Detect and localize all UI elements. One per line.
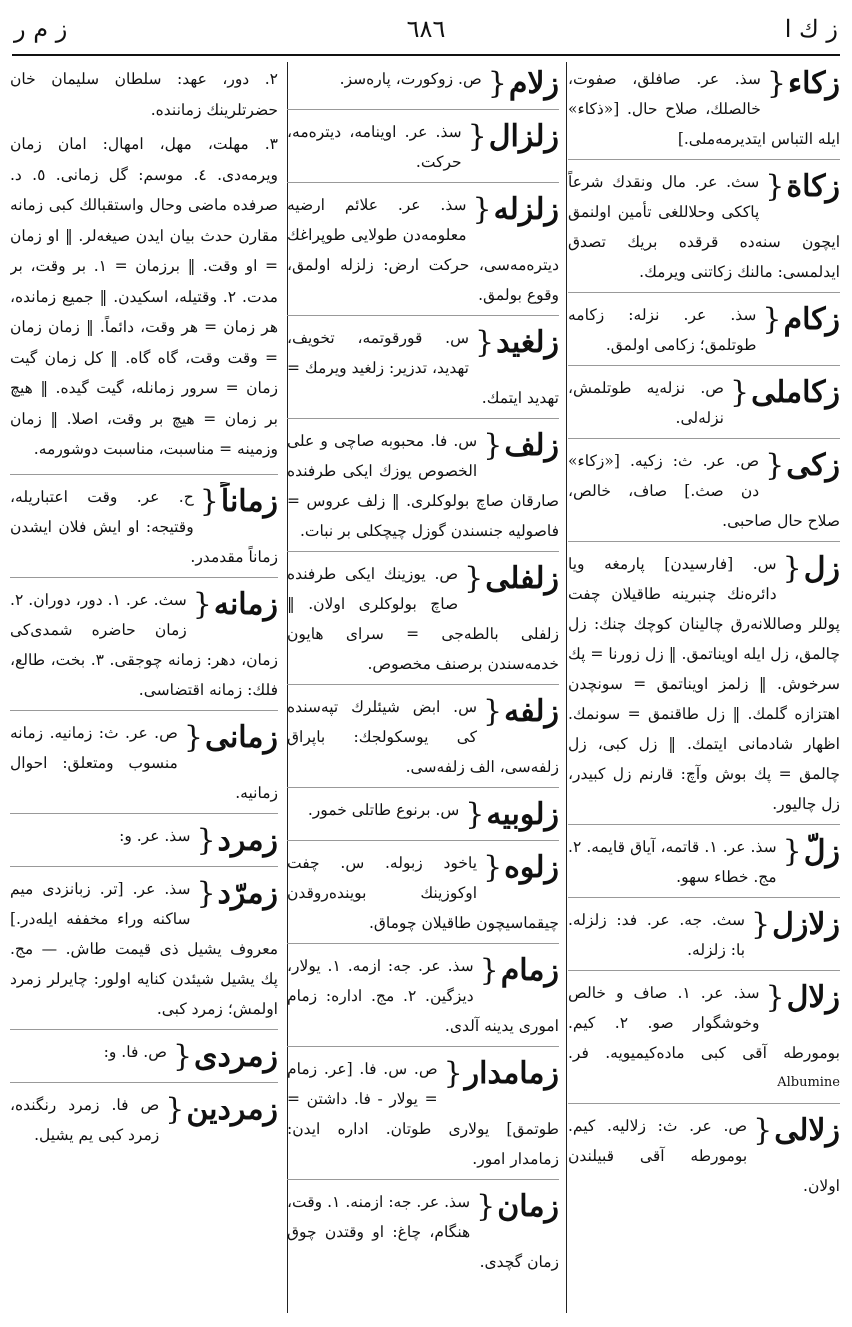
dictionary-entry bbox=[568, 373, 840, 439]
dictionary-entry bbox=[287, 559, 559, 685]
headword: زكاملى { bbox=[728, 373, 840, 413]
dictionary-entry bbox=[568, 300, 840, 366]
column-separator bbox=[566, 62, 567, 1313]
dictionary-entry bbox=[287, 190, 559, 316]
definition: ص. فا. و: bbox=[103, 1042, 167, 1061]
headword: زل { bbox=[781, 549, 840, 589]
definition: سث. عر. مال ونقدك شرعاً پاككى وحلاللغى تأمين اولنمق ايچون سنه‌ده قرقده بريك تصدق ايدلمسى: مالنك زكاتنى ويرمك. bbox=[568, 173, 840, 281]
dictionary-entry bbox=[287, 848, 559, 944]
headword: زلف { bbox=[481, 426, 559, 466]
definition: سذ. عر. علائم ارضيه معلومه‌دن طولايى طوپراغك ديتره‌مه‌سى، حركت ارض: زلزله اولمق، وقوع بولمق. bbox=[287, 196, 559, 304]
headword: زلفه { bbox=[481, 692, 559, 732]
definition: ص. عر. ث: زمانيه. زمانه منسوب ومتعلق: احوال زمانيه. bbox=[10, 723, 278, 802]
definition: س. ابض شيئلرك تپه‌سنده كى يوسكولجك: باپراق زلفه‌سى، الف زلفه‌سى. bbox=[287, 698, 559, 776]
headword: زمرد { bbox=[194, 821, 278, 861]
dictionary-entry bbox=[287, 323, 559, 419]
definition: ص. نزله‌يه طوتلمش، نزله‌لى. bbox=[568, 379, 724, 427]
dictionary-entry bbox=[10, 1090, 278, 1155]
definition: سذ. عر. اوينامه، ديتره‌مه، حركت. bbox=[287, 123, 462, 171]
dictionary-entry bbox=[568, 167, 840, 293]
headword: زلام { bbox=[486, 64, 559, 104]
dictionary-entry bbox=[10, 1037, 278, 1083]
definition: سذ. عر. صافلق، صفوت، خالصلك، صلاح حال. [«ذكاء» ايله التباس ايتديرمه‌ملى.] bbox=[568, 70, 840, 148]
dictionary-entry bbox=[10, 482, 278, 578]
definition: سذ. عر. جه: ازمنه. ١. وقت، هنگام، چاغ: او وقتدن چوق زمان گچدى. bbox=[287, 1193, 559, 1271]
headword: زمرّد { bbox=[194, 874, 278, 914]
definition: سذ. عر. [تر. زبانزدى ميم ساكنه وراء مخففه ايله‌در.] معروف يشيل ذى قيمت طاش. — مج. پك يشيل شيئدن كنايه اولور: چايرلر زمرد اولمش؛ زمرد كبى. bbox=[10, 879, 278, 1018]
headword: زمانه { bbox=[191, 585, 278, 625]
headword: زلزال { bbox=[466, 117, 559, 157]
dictionary-entry bbox=[568, 832, 840, 898]
continuation-text: ٢. دور، عهد: سلطان سليمان خان حضرتلرينك زماننده. bbox=[10, 70, 278, 119]
headword: زلازل { bbox=[749, 905, 840, 945]
definition: سذ. عر. نزله: زكامه طوتلمق؛ زكامى اولمق. bbox=[568, 306, 757, 354]
headword: زمانى { bbox=[182, 718, 278, 758]
definition: ص. س. فا. [عر. زمام = يولار - فا. داشتن = طوتمق] يولارى طوتان. اداره ايدن: زمامدار امور. bbox=[287, 1060, 559, 1168]
headword: زكام { bbox=[760, 300, 840, 340]
headword: زلوه { bbox=[481, 848, 559, 888]
definition: ص. عر. ث: زلاليه. كيم. بومورطه آقى قبيلندن اولان. bbox=[568, 1117, 840, 1195]
definition: ح. عر. وقت اعتباريله، وقتيجه: او ايش فلان ايشدن زماناً مقدمدر. bbox=[10, 487, 278, 566]
headword: زلوبيه { bbox=[463, 795, 559, 835]
dictionary-entry bbox=[287, 426, 559, 552]
page-number: ٦٨٦ bbox=[406, 15, 446, 43]
headword: زلزله { bbox=[471, 190, 560, 230]
dictionary-entry bbox=[568, 549, 840, 825]
headword: زمامدار { bbox=[442, 1054, 559, 1094]
dictionary-entry bbox=[287, 64, 559, 110]
headword: زلفلى { bbox=[462, 559, 559, 599]
dictionary-entry bbox=[287, 692, 559, 788]
dictionary-entry bbox=[10, 718, 278, 814]
dictionary-entry bbox=[568, 1111, 840, 1206]
definition: ص. يوزينك ايكى طرفنده صاچ بولوكلرى اولان. ‖ زلفلى بالطه‌جى = سراى هايون خدمه‌سندن برصنف مخصوص. bbox=[287, 565, 559, 673]
dictionary-entry bbox=[287, 951, 559, 1047]
dictionary-entry bbox=[10, 585, 278, 711]
definition: سذ. عر. و: bbox=[119, 826, 191, 845]
dictionary-entry bbox=[568, 446, 840, 542]
definition: سذ. عر. ١. قاتمه، آياق قايمه. ٢. مج. خطاء سهو. bbox=[568, 838, 777, 886]
dictionary-entry bbox=[287, 1187, 559, 1282]
column-left bbox=[10, 64, 278, 1317]
header-left-letters: ز ك ا bbox=[784, 15, 838, 43]
dictionary-entry bbox=[568, 978, 840, 1104]
entry-continuation bbox=[10, 64, 278, 475]
headword: زماناً { bbox=[198, 482, 278, 522]
definition: سذ. عر. ١. صاف و خالص وخوشگوار صو. ٢. كيم. بومورطه آقى كبى ماده‌كيميويه. فر. bbox=[568, 984, 840, 1062]
definition: ياخود زبوله. س. چفت اوكوزينك بوينده‌روقدن چيقماسيچون طاقيلان چوماق. bbox=[287, 854, 559, 932]
page-header bbox=[14, 8, 838, 50]
definition: س. قورقوتمه، تخويف، تهديد، تدزير: زلغيد ويرمك = تهديد ايتمك. bbox=[287, 329, 559, 407]
definition: سث. جه. عر. فد: زلزله. با: زلزله. bbox=[568, 911, 746, 959]
headword: زلال { bbox=[764, 978, 841, 1018]
headword: زلّ { bbox=[781, 832, 840, 872]
dictionary-entry bbox=[10, 821, 278, 867]
headword: زلغيد { bbox=[473, 323, 559, 363]
dictionary-entry bbox=[287, 1054, 559, 1180]
headword: زكاء { bbox=[765, 64, 840, 104]
definition: سذ. عر. جه: ازمه. ١. يولار، ديزگين. ٢. مج. اداره: زمام امورى يدينه آلدى. bbox=[287, 957, 559, 1035]
dictionary-entry bbox=[568, 905, 840, 971]
definition: س. [فارسيدن] پارمغه ويا دائره‌نك چنبرينه طاقيلان چفت پوللر وصاللانه‌رق چالينان كوچك چنك: زل چالمق، زل ايله اويناتمق. ‖ زل زورنا = پك سرخوش. ‖ زلمز اويناتمق = سونچدن اهتزازه گلمك. ‖ زل طاقنمق = سونمك. اظهار شادمانى ايتمك. ‖ زل كبى، زل چالمق = پك بوش وآچ: قارنم زل كبيدر، زل چاليور. bbox=[568, 555, 840, 813]
dictionary-entry bbox=[287, 795, 559, 841]
header-rule bbox=[12, 54, 840, 56]
column-right bbox=[568, 64, 840, 1317]
latin-term: Albumine bbox=[777, 1075, 840, 1090]
headword: زمان { bbox=[474, 1187, 559, 1227]
headword: زكى { bbox=[763, 446, 840, 486]
column-middle bbox=[287, 64, 559, 1317]
headword: زكاة { bbox=[763, 167, 840, 207]
header-right-letters: ز م ر bbox=[14, 15, 68, 43]
headword: زمردى { bbox=[171, 1037, 278, 1077]
dictionary-entry bbox=[568, 64, 840, 160]
definition: ص فا. زمرد رنگنده، زمرد كبى يم يشيل. bbox=[10, 1095, 160, 1144]
definition: س. فا. محبوبه صاچى و على الخصوص يوزك ايكى طرفنده صارقان صاچ بولوكلرى. ‖ زلف عروس = فاصوليه جنسندن گوزل چيچكلى بر نبات. bbox=[287, 432, 559, 540]
definition: ص. عر. ث: زكيه. [«زكاء» دن صث.] صاف، خالص، صلاح حال صاحبى. bbox=[568, 452, 840, 530]
headword: زمام { bbox=[478, 951, 559, 991]
dictionary-entry bbox=[287, 117, 559, 183]
headword: زمردين { bbox=[163, 1090, 278, 1130]
definition: س. برنوع طاتلى خمور. bbox=[307, 801, 460, 819]
dictionary-entry bbox=[10, 874, 278, 1030]
definition: سث. عر. ١. دور، دوران. ٢. زمان حاضره شمدى‌كى زمان، دهر: زمانه چوجقى. ٣. بخت، طالع، فلك: زمانه اقتضاسى. bbox=[10, 590, 278, 699]
definition: ص. زوكورت، پاره‌سز. bbox=[339, 70, 482, 88]
headword: زلالى { bbox=[751, 1111, 840, 1151]
continuation-text: ٣. مهلت، مهل، امهال: امان زمان ويرمه‌دى. ٤. موسم: گل زمانى. ٥. د. صرفده ماضى وحال واستقبالك كبى زمانه مقارن حدث بيان ايدن صيغه‌لر. ‖ او زمان = او وقت. ‖ برزمان = ١. بر وقت، بر مدت. ٢. وقتيله، اسكيدن. ‖ جميع زمانده، هر زمان = هر وقت، دائماً. ‖ زمان زمان = وقت وقت، گاه گاه. ‖ كل زمان گيت زمان = سرور زمانله، گيت گيده. ‖ هيچ بر زمان = هيچ بر وقت، اصلا. ‖ زمان وزمينه = مناسبت، مناسبت دوشورمه. bbox=[10, 135, 278, 458]
